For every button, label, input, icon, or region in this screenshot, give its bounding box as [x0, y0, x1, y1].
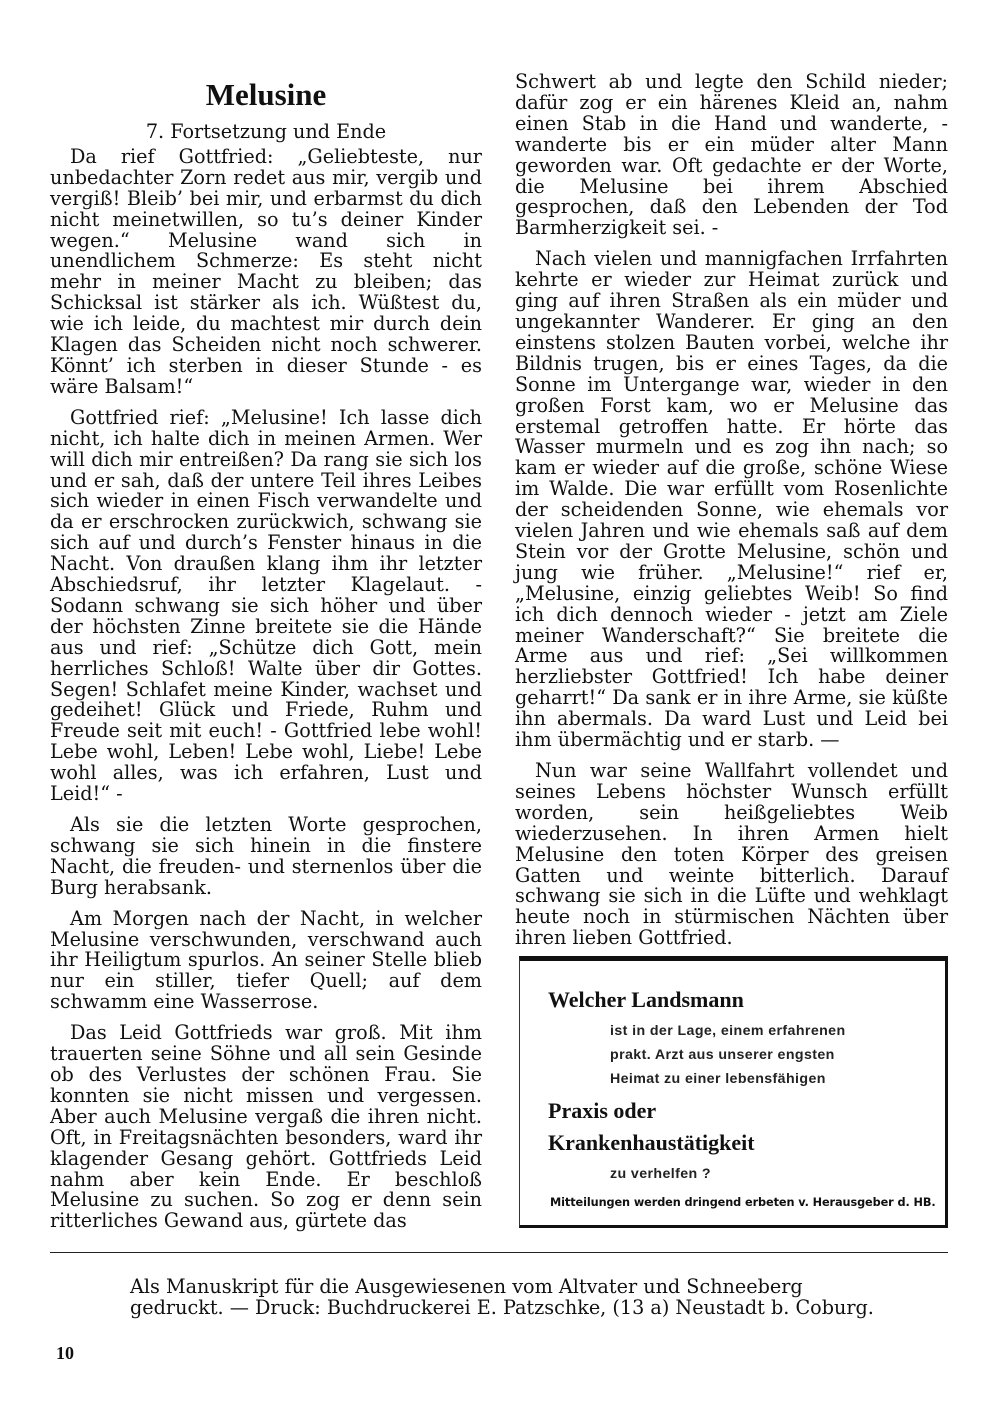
- ad-text-line: Heimat zu einer lebensfähigen: [610, 1071, 826, 1087]
- article-paragraph: Als sie die letzten Worte gesprochen, schwang sie sich hinein in die finstere Nacht, die freuden- und sternenlos über die Burg herabsank.: [50, 813, 482, 899]
- ad-heading: Welcher Landsmann: [548, 987, 744, 1012]
- page-number: 10: [56, 1343, 74, 1363]
- imprint: [130, 1276, 890, 1318]
- ad-heading: Praxis oder: [548, 1098, 657, 1123]
- ad-text-line: ist in der Lage, einem erfahrenen: [610, 1023, 846, 1039]
- divider-rule: [50, 1252, 948, 1253]
- article-paragraph: Gottfried rief: „Melusine! Ich lasse dich nicht, ich halte dich in meinen Armen. Wer will dich mir entreißen? Da rang sie sich los und er sah, daß der untere Teil ihres Leibes sich wieder in einen Fisch verwandelte und da er erschrocken zurückwich, schwang sie sich auf und durch’s Fenster hinaus in die Nacht. Von draußen klang ihm ihr letzter Abschiedsruf, ihr letzter Klagelaut. - Sodann schwang sie sich höher und über der höchsten Zinne breitete sie die Hände aus und rief: „Schütze dich Gott, mein herrliches Schloß! Walte über dir Gottes. Segen! Schlafet meine Kinder, wachset und gedeihet! Glück und Friede, Ruhm und Freude seit mit euch! - Gottfried lebe wohl! Lebe wohl, Leben! Lebe wohl, Liebe! Lebe wohl alles, was ich erfahren, Lust und Leid!“ -: [50, 405, 482, 806]
- ad-text-line: zu verhelfen ?: [610, 1166, 711, 1182]
- article-title: Melusine: [205, 77, 327, 112]
- imprint-line: gedruckt. — Druck: Buchdruckerei E. Patzschke, (13 a) Neustadt b. Coburg.: [130, 1296, 874, 1319]
- article-paragraph: Nach vielen und mannigfachen Irrfahrten kehrte er wieder zur Heimat zurück und ging auf ihren Straßen als ein müder und ungekannter Wanderer. Er ging an den einstens stolzen Bauten vorbei, welche ihr Bildnis trugen, bis er eines Tages, da die Sonne im Untergange war, wieder in den großen Forst kam, wo er Melusine das erstemal getroffen hatte. Er hörte das Wasser murmeln und es zog ihn nach; so kam er wieder auf die große, schöne Wiese im Walde. Die war erfüllt vom Rosenlichte der scheidenden Sonne, wie ehemals vor vielen Jahren und wie ehemals saß auf dem Stein vor der Grotte Melusine, schön und jung wie früher. „Melusine!“ rief er, „Melusine, einzig geliebtes Weib! So find ich dich dennoch wieder - jetzt am Ziele meiner Wanderschaft?“ Sie breitete die Arme aus und rief: „Sei willkommen herzliebster Gottfried! Ich habe deiner geharrt!“ Da sank er in ihre Arme, sie küßte ihn abermals. Da ward Lust und Leid bei ihm übermächtig und er starb. —: [515, 247, 948, 752]
- article-paragraph: Nun war seine Wallfahrt vollendet und seines Lebens höchster Wunsch erfüllt worden, sein heißgeliebtes Weib wiederzusehen. In ihren Armen hielt Melusine den toten Körper des greisen Gatten und weinte bitterlich. Darauf schwang sie sich in die Lüfte und wehklagt heute noch in stürmischen Nächten über ihren lieben Gottfried.: [515, 759, 948, 950]
- imprint-line: Als Manuskript für die Ausgewiesenen vom Altvater und Schneeberg: [130, 1275, 803, 1298]
- article-column-right: [515, 72, 948, 959]
- ad-text-line: prakt. Arzt aus unserer engsten: [610, 1047, 835, 1063]
- ad-heading: Krankenhaustätigkeit: [548, 1130, 755, 1155]
- article-paragraph-continuation: Schwert ab und legte den Schild nieder; dafür zog er ein härenes Kleid an, nahm einen Stab in die Hand und wanderte, - wanderte bis er ein müder alter Mann geworden war. Oft gedachte er der Worte, die Melusine bei ihrem Abschied gesprochen, daß den Lebenden der Tod Barmherzigkeit sei. -: [515, 70, 948, 240]
- article-paragraph: Das Leid Gottfrieds war groß. Mit ihm trauerten seine Söhne und all sein Gesinde ob des Verlustes der schönen Frau. Sie konnten sie nicht missen und vergessen. Aber auch Melusine vergaß die ihren nicht. Oft, in Freitagsnächten besonders, ward ihr klagender Gesang gehört. Gottfrieds Leid nahm aber kein Ende. Er beschloß Melusine zu suchen. So zog er denn sein ritterliches Gewand aus, gürtete das: [50, 1021, 482, 1233]
- article-column-left: [50, 72, 482, 1242]
- article-paragraph: Am Morgen nach der Nacht, in welcher Melusine verschwunden, verschwand auch ihr Heiligtum spurlos. An seiner Stelle blieb nur ein stiller, tiefer Quell; auf dem schwamm eine Wasserrose.: [50, 906, 482, 1014]
- article-paragraph: Da rief Gottfried: „Geliebteste, nur unbedachter Zorn redet aus mir, vergib und vergiß! Bleib’ bei mir, und erbarmst du dich nicht meinetwillen, so tu’s deiner Kinder wegen.“ Melusine wand sich in unendlichem Schmerze: Es steht nicht mehr in meiner Macht zu bleiben; das Schicksal ist stärker als ich. Wüßtest du, wie ich leide, du machtest mir durch dein Klagen das Scheiden nicht noch schwerer. Könnt’ ich sterben in dieser Stunde - es wäre Balsam!“: [50, 144, 482, 398]
- ad-footer: Mitteilungen werden dringend erbeten v. Herausgeber d. HB.: [550, 1196, 936, 1209]
- article-subtitle: 7. Fortsetzung und Ende: [145, 120, 387, 143]
- advertisement-box: [519, 956, 948, 1228]
